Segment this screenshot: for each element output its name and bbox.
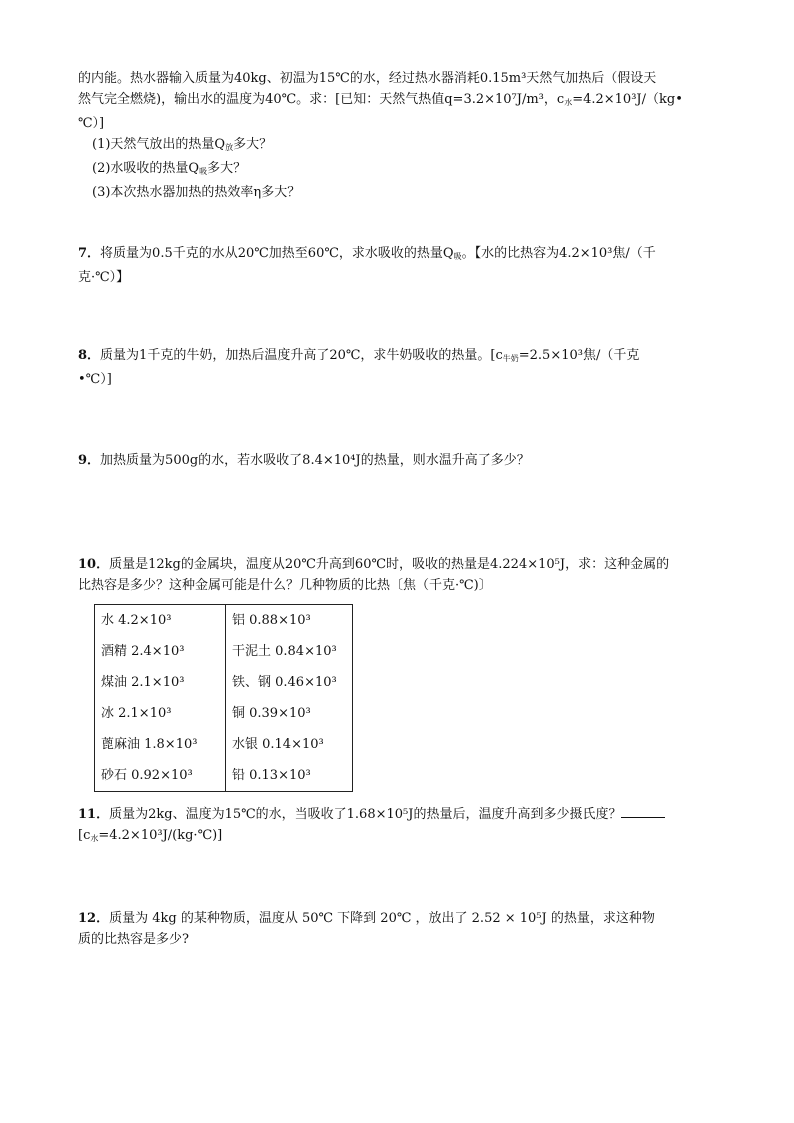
- specific-heat-table: [94, 604, 353, 792]
- question-12: [78, 908, 720, 950]
- q7-line1: 7．将质量为0.5千克的水从20℃加热至60℃，求水吸收的热量$Q_吸$。【水的比热容为4.2×10³焦/（千: [78, 246, 656, 261]
- q6-part-3: (3)本次热水器加热的热效率η多大？: [92, 185, 301, 200]
- table-row: [95, 760, 353, 792]
- table-cell: 砂石 0.92×10³: [95, 760, 226, 792]
- table-cell: 蓖麻油 1.8×10³: [95, 729, 226, 760]
- table-row: [95, 729, 353, 760]
- q11-line2: $[c_水=4.2\times 10^3J/(kg\cdot℃)]$: [78, 828, 223, 843]
- table-cell: 煤油 2.1×10³: [95, 667, 226, 698]
- q12-line1: 12．质量为 4kg 的某种物质，温度从 50℃ 下降到 20℃ ，放出了 2.52 × 10⁵J 的热量，求这种物: [78, 911, 655, 926]
- question-number: 12．: [78, 911, 110, 926]
- question-number: 7．: [78, 246, 101, 261]
- question-10: [78, 554, 720, 596]
- q11-line1: 11．质量为2kg、温度为15℃的水，当吸收了1.68×10⁵J的热量后，温度升高到多少摄氏度？: [78, 804, 720, 825]
- q12-line2: 质的比热容是多少?: [78, 932, 189, 947]
- question-7: [78, 243, 720, 288]
- question-8: [78, 345, 720, 390]
- q6-line3: ℃）]: [78, 116, 105, 131]
- q10-line1: 10．质量是12kg的金属块，温度从20℃升高到60℃时，吸收的热量是4.224×10⁵J，求：这种金属的: [78, 557, 670, 572]
- q8-line2: •℃）]: [78, 372, 112, 387]
- table-cell: 铝 0.88×10³: [232, 613, 311, 628]
- table-row: [95, 698, 353, 729]
- question-number: 10．: [78, 557, 110, 572]
- table-cell: 水银 0.14×10³: [232, 737, 324, 752]
- question-9: [78, 450, 720, 471]
- table-cell: 酒精 2.4×10³: [95, 636, 226, 667]
- table-cell: 冰 2.1×10³: [95, 698, 226, 729]
- q6-line1: 的内能。热水器输入质量为40kg、初温为15℃的水，经过热水器消耗0.15m³天然气加热后（假设天: [78, 71, 657, 86]
- table-row: [95, 636, 353, 667]
- question-11: [78, 804, 720, 849]
- table-cell: 铁、钢 0.46×10³: [232, 675, 337, 690]
- q6-part-1: (1)天然气放出的热量$Q_放$多大？: [92, 137, 273, 152]
- question-number: 8．: [78, 348, 101, 363]
- table-cell: 水 4.2×10³: [95, 605, 226, 637]
- question-6: [78, 68, 720, 203]
- table-cell: 铅 0.13×10³: [232, 768, 311, 783]
- answer-blank[interactable]: [621, 804, 665, 818]
- q6-part-2: (2)水吸收的热量$Q_吸$多大？: [92, 161, 247, 176]
- table-cell: 铜 0.39×10³: [232, 706, 311, 721]
- table-row: [95, 667, 353, 698]
- q8-line1: 8．质量为1千克的牛奶，加热后温度升高了20℃，求牛奶吸收的热量。[$c_{牛奶}=2.5\times 10^3$焦/（千克: [78, 348, 640, 363]
- q6-line2: 然气完全燃烧)，输出水的温度为40℃。求：[已知：天然气热值q=3.2×10⁷J/m³，$c_水=4.2\times 10^3J/(kg•$: [78, 92, 683, 107]
- table-row: [95, 605, 353, 637]
- q10-line2: 比热容是多少？这种金属可能是什么？几种物质的比热〔焦（千克·℃)〕: [78, 578, 492, 593]
- question-number: 11．: [78, 807, 110, 822]
- q7-line2: 克·℃）】: [78, 270, 130, 285]
- q9-line1: 9．加热质量为500g的水，若水吸收了8.4×10⁴J的热量，则水温升高了多少？: [78, 453, 530, 468]
- table-cell: 干泥土 0.84×10³: [232, 644, 337, 659]
- question-number: 9．: [78, 453, 101, 468]
